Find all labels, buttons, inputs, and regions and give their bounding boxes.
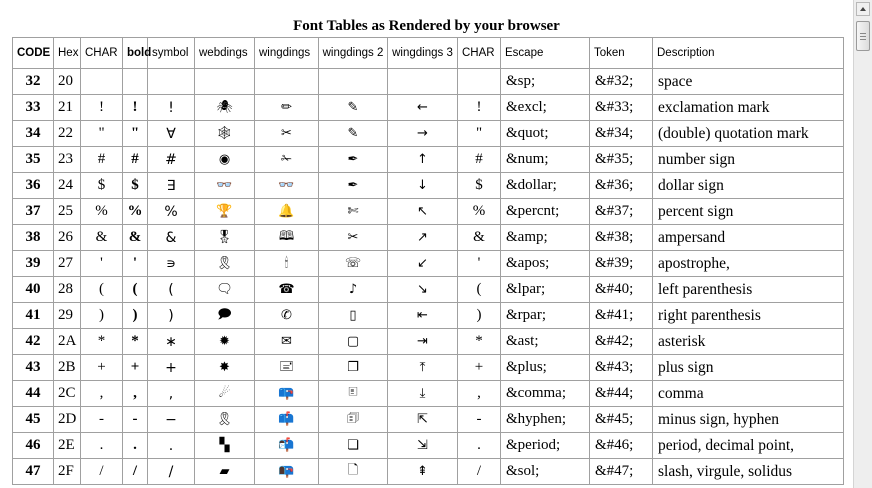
column-header-char: CHAR [81, 38, 123, 69]
table-cell-code: 42 [13, 329, 54, 355]
table-cell-code: 46 [13, 433, 54, 459]
table-row [13, 303, 844, 329]
scroll-up-arrow-icon[interactable] [856, 2, 870, 16]
column-header-wingdings-2: wingdings 2 [319, 38, 388, 69]
table-cell-token: &#36; [590, 173, 653, 199]
font-table [12, 37, 844, 485]
table-cell-bold: / [123, 459, 148, 485]
table-cell-webdings: ✸ [195, 355, 255, 381]
table-cell-escape: &amp; [501, 225, 590, 251]
table-cell-char: ' [81, 251, 123, 277]
table-cell-wingdings-2 [319, 69, 388, 95]
table-cell-symbol [148, 69, 195, 95]
table-cell-char [81, 69, 123, 95]
table-cell-webdings: 🕷 [195, 95, 255, 121]
table-cell-char: / [81, 459, 123, 485]
table-cell-wingdings-2: ♪ [319, 277, 388, 303]
table-cell-wingdings: 🕮 [255, 225, 319, 251]
table-cell-wingdings-3: ⤓ [388, 381, 458, 407]
table-cell-bold: $ [123, 173, 148, 199]
table-cell-char-2: " [458, 121, 501, 147]
table-cell-wingdings: ✂ [255, 121, 319, 147]
table-cell-char-2: ) [458, 303, 501, 329]
table-cell-char-2: - [458, 407, 501, 433]
table-cell-wingdings: 📪 [255, 381, 319, 407]
table-cell-char: ( [81, 277, 123, 303]
table-cell-description: left parenthesis [653, 277, 844, 303]
table-cell-escape: &num; [501, 147, 590, 173]
table-row [13, 329, 844, 355]
table-cell-escape: &hyphen; [501, 407, 590, 433]
table-cell-code: 43 [13, 355, 54, 381]
column-header-escape: Escape [501, 38, 590, 69]
table-cell-token: &#39; [590, 251, 653, 277]
table-cell-escape: &comma; [501, 381, 590, 407]
table-cell-char: " [81, 121, 123, 147]
table-cell-wingdings: ✏ [255, 95, 319, 121]
table-cell-char: & [81, 225, 123, 251]
table-cell-bold: " [123, 121, 148, 147]
table-cell-wingdings-2: ▢ [319, 329, 388, 355]
table-row [13, 95, 844, 121]
table-cell-webdings: 🗩 [195, 303, 255, 329]
table-cell-symbol: # [148, 147, 195, 173]
table-cell-webdings: ▚ [195, 433, 255, 459]
table-cell-char-2: ' [458, 251, 501, 277]
table-cell-wingdings-2: ❐ [319, 355, 388, 381]
table-row [13, 225, 844, 251]
table-cell-webdings: 🎗 [195, 407, 255, 433]
table-cell-wingdings: 📫 [255, 407, 319, 433]
table-cell-token: &#43; [590, 355, 653, 381]
table-cell-description: slash, virgule, solidus [653, 459, 844, 485]
table-row [13, 251, 844, 277]
table-cell-description: period, decimal point, [653, 433, 844, 459]
table-cell-escape: &excl; [501, 95, 590, 121]
table-cell-escape: &lpar; [501, 277, 590, 303]
table-cell-webdings: ✹ [195, 329, 255, 355]
table-cell-bold: , [123, 381, 148, 407]
table-cell-webdings: ☄ [195, 381, 255, 407]
table-cell-char: * [81, 329, 123, 355]
column-header-token: Token [590, 38, 653, 69]
table-cell-hex: 24 [54, 173, 81, 199]
table-cell-char: , [81, 381, 123, 407]
table-cell-hex: 23 [54, 147, 81, 173]
table-cell-symbol: ∀ [148, 121, 195, 147]
table-cell-wingdings-2: ✎ [319, 121, 388, 147]
table-cell-description: percent sign [653, 199, 844, 225]
column-header-code: CODE [13, 38, 54, 69]
table-cell-token: &#34; [590, 121, 653, 147]
table-cell-wingdings-3: ↗ [388, 225, 458, 251]
table-cell-escape: &sol; [501, 459, 590, 485]
table-cell-hex: 21 [54, 95, 81, 121]
table-cell-description: asterisk [653, 329, 844, 355]
table-cell-wingdings-2: ▯ [319, 303, 388, 329]
table-cell-char-2 [458, 69, 501, 95]
table-cell-escape: &plus; [501, 355, 590, 381]
column-header-webdings: webdings [195, 38, 255, 69]
table-cell-description: ampersand [653, 225, 844, 251]
table-cell-char: % [81, 199, 123, 225]
table-cell-escape: &percnt; [501, 199, 590, 225]
table-cell-symbol: ) [148, 303, 195, 329]
table-row [13, 121, 844, 147]
table-cell-code: 36 [13, 173, 54, 199]
table-cell-wingdings-3 [388, 69, 458, 95]
table-cell-code: 45 [13, 407, 54, 433]
table-cell-description: (double) quotation mark [653, 121, 844, 147]
table-cell-hex: 29 [54, 303, 81, 329]
table-cell-symbol: , [148, 381, 195, 407]
table-cell-char-2: + [458, 355, 501, 381]
table-cell-wingdings-2: ❏ [319, 433, 388, 459]
table-cell-wingdings-2: ✄ [319, 199, 388, 225]
table-cell-escape: &sp; [501, 69, 590, 95]
table-cell-char: ! [81, 95, 123, 121]
table-cell-webdings: 🕸 [195, 121, 255, 147]
table-cell-hex: 20 [54, 69, 81, 95]
table-row [13, 433, 844, 459]
table-cell-symbol: ! [148, 95, 195, 121]
table-cell-code: 38 [13, 225, 54, 251]
table-cell-code: 41 [13, 303, 54, 329]
table-cell-symbol: ∗ [148, 329, 195, 355]
table-cell-symbol: − [148, 407, 195, 433]
table-cell-escape: &dollar; [501, 173, 590, 199]
table-cell-symbol: / [148, 459, 195, 485]
table-cell-char-2: * [458, 329, 501, 355]
table-cell-char-2: # [458, 147, 501, 173]
table-cell-hex: 2F [54, 459, 81, 485]
table-cell-char-2: ! [458, 95, 501, 121]
table-cell-token: &#47; [590, 459, 653, 485]
table-cell-char: . [81, 433, 123, 459]
table-row [13, 277, 844, 303]
table-cell-token: &#37; [590, 199, 653, 225]
table-cell-token: &#38; [590, 225, 653, 251]
table-cell-wingdings-3: ⤒ [388, 355, 458, 381]
table-cell-wingdings-3: ⇥ [388, 329, 458, 355]
column-header-char-2: CHAR [458, 38, 501, 69]
table-cell-description: exclamation mark [653, 95, 844, 121]
table-cell-webdings: 🎖 [195, 225, 255, 251]
column-header-bold: bold [123, 38, 148, 69]
table-cell-wingdings-2: ☏ [319, 251, 388, 277]
table-cell-char: + [81, 355, 123, 381]
table-cell-hex: 2D [54, 407, 81, 433]
table-cell-description: comma [653, 381, 844, 407]
table-cell-bold: & [123, 225, 148, 251]
table-cell-hex: 26 [54, 225, 81, 251]
table-cell-char-2: / [458, 459, 501, 485]
table-cell-escape: &ast; [501, 329, 590, 355]
table-cell-wingdings-3: ⇲ [388, 433, 458, 459]
table-cell-escape: &period; [501, 433, 590, 459]
table-cell-description: plus sign [653, 355, 844, 381]
table-cell-bold: + [123, 355, 148, 381]
table-cell-bold: ( [123, 277, 148, 303]
table-cell-code: 33 [13, 95, 54, 121]
table-cell-code: 40 [13, 277, 54, 303]
table-cell-hex: 28 [54, 277, 81, 303]
table-cell-token: &#46; [590, 433, 653, 459]
table-cell-symbol: % [148, 199, 195, 225]
table-row [13, 69, 844, 95]
table-cell-wingdings: 📭 [255, 459, 319, 485]
table-cell-token: &#33; [590, 95, 653, 121]
table-cell-bold: ' [123, 251, 148, 277]
table-cell-wingdings-3: ⇤ [388, 303, 458, 329]
table-cell-token: &#44; [590, 381, 653, 407]
table-cell-description: number sign [653, 147, 844, 173]
table-cell-wingdings: 📬 [255, 433, 319, 459]
table-cell-escape: &apos; [501, 251, 590, 277]
table-cell-wingdings: ✆ [255, 303, 319, 329]
table-cell-code: 39 [13, 251, 54, 277]
table-cell-wingdings-3: ↖ [388, 199, 458, 225]
table-cell-token: &#40; [590, 277, 653, 303]
table-cell-wingdings-3: ⇞ [388, 459, 458, 485]
table-cell-bold: % [123, 199, 148, 225]
table-cell-char: ) [81, 303, 123, 329]
table-cell-wingdings-2: 🗊 [319, 407, 388, 433]
table-cell-wingdings: 🕯 [255, 251, 319, 277]
table-cell-code: 44 [13, 381, 54, 407]
table-cell-wingdings-3: ↙ [388, 251, 458, 277]
table-cell-webdings: 🗨 [195, 277, 255, 303]
table-cell-hex: 27 [54, 251, 81, 277]
table-cell-symbol: . [148, 433, 195, 459]
table-cell-wingdings-2: 🗉 [319, 381, 388, 407]
table-cell-hex: 25 [54, 199, 81, 225]
table-row [13, 355, 844, 381]
column-header-wingdings-3: wingdings 3 [388, 38, 458, 69]
table-cell-escape: &rpar; [501, 303, 590, 329]
table-row [13, 459, 844, 485]
table-cell-bold: # [123, 147, 148, 173]
table-cell-wingdings: ☎ [255, 277, 319, 303]
scroll-thumb[interactable] [856, 21, 870, 51]
table-row [13, 173, 844, 199]
table-cell-token: &#42; [590, 329, 653, 355]
table-cell-description: apostrophe, [653, 251, 844, 277]
table-cell-char-2: . [458, 433, 501, 459]
table-row [13, 407, 844, 433]
column-header-description: Description [653, 38, 844, 69]
column-header-symbol: symbol [148, 38, 195, 69]
table-cell-wingdings: 🖃 [255, 355, 319, 381]
table-cell-code: 47 [13, 459, 54, 485]
table-cell-bold: - [123, 407, 148, 433]
table-cell-wingdings-2: 🗋 [319, 459, 388, 485]
table-cell-description: dollar sign [653, 173, 844, 199]
table-cell-wingdings [255, 69, 319, 95]
table-cell-wingdings: ✉ [255, 329, 319, 355]
table-cell-char: # [81, 147, 123, 173]
table-cell-wingdings-2: ✂ [319, 225, 388, 251]
table-cell-description: right parenthesis [653, 303, 844, 329]
table-cell-wingdings-3: ↘ [388, 277, 458, 303]
table-cell-char-2: & [458, 225, 501, 251]
table-cell-char-2: % [458, 199, 501, 225]
table-cell-wingdings: 🔔 [255, 199, 319, 225]
column-header-wingdings: wingdings [255, 38, 319, 69]
table-cell-char: - [81, 407, 123, 433]
table-cell-webdings [195, 69, 255, 95]
table-cell-bold: ) [123, 303, 148, 329]
table-cell-bold: * [123, 329, 148, 355]
vertical-scrollbar[interactable] [853, 0, 872, 488]
header-row [13, 38, 844, 69]
table-cell-code: 37 [13, 199, 54, 225]
table-body [13, 69, 844, 485]
table-cell-hex: 2E [54, 433, 81, 459]
table-cell-symbol: ∍ [148, 251, 195, 277]
table-cell-token: &#32; [590, 69, 653, 95]
table-row [13, 147, 844, 173]
table-cell-wingdings: 👓 [255, 173, 319, 199]
table-cell-symbol: + [148, 355, 195, 381]
table-cell-hex: 2C [54, 381, 81, 407]
table-cell-symbol: ∃ [148, 173, 195, 199]
table-cell-description: minus sign, hyphen [653, 407, 844, 433]
page-title: Font Tables as Rendered by your browser [293, 18, 560, 34]
table-cell-hex: 2A [54, 329, 81, 355]
table-cell-webdings: ◉ [195, 147, 255, 173]
table-cell-token: &#45; [590, 407, 653, 433]
table-row [13, 199, 844, 225]
table-cell-wingdings-3: ← [388, 95, 458, 121]
table-cell-hex: 22 [54, 121, 81, 147]
table-cell-wingdings-2: ✒ [319, 173, 388, 199]
table-cell-symbol: & [148, 225, 195, 251]
table-cell-wingdings-3: ⇱ [388, 407, 458, 433]
table-cell-wingdings-3: → [388, 121, 458, 147]
table-cell-wingdings: ✁ [255, 147, 319, 173]
table-cell-code: 34 [13, 121, 54, 147]
table-cell-wingdings-3: ↓ [388, 173, 458, 199]
table-cell-bold: ! [123, 95, 148, 121]
table-cell-code: 32 [13, 69, 54, 95]
table-cell-token: &#35; [590, 147, 653, 173]
table-cell-webdings: 👓 [195, 173, 255, 199]
table-cell-description: space [653, 69, 844, 95]
table-cell-token: &#41; [590, 303, 653, 329]
column-header-hex: Hex [54, 38, 81, 69]
table-cell-wingdings-2: ✎ [319, 95, 388, 121]
table-cell-code: 35 [13, 147, 54, 173]
table-cell-webdings: ▰ [195, 459, 255, 485]
table-cell-escape: &quot; [501, 121, 590, 147]
table-cell-bold: . [123, 433, 148, 459]
table-cell-webdings: 🏆 [195, 199, 255, 225]
table-cell-symbol: ( [148, 277, 195, 303]
table-cell-wingdings-2: ✒ [319, 147, 388, 173]
table-cell-char-2: $ [458, 173, 501, 199]
table-cell-char-2: ( [458, 277, 501, 303]
table-cell-char: $ [81, 173, 123, 199]
table-cell-bold [123, 69, 148, 95]
table-row [13, 381, 844, 407]
table-cell-hex: 2B [54, 355, 81, 381]
table-cell-webdings: 🎗 [195, 251, 255, 277]
table-cell-wingdings-3: ↑ [388, 147, 458, 173]
table-cell-char-2: , [458, 381, 501, 407]
